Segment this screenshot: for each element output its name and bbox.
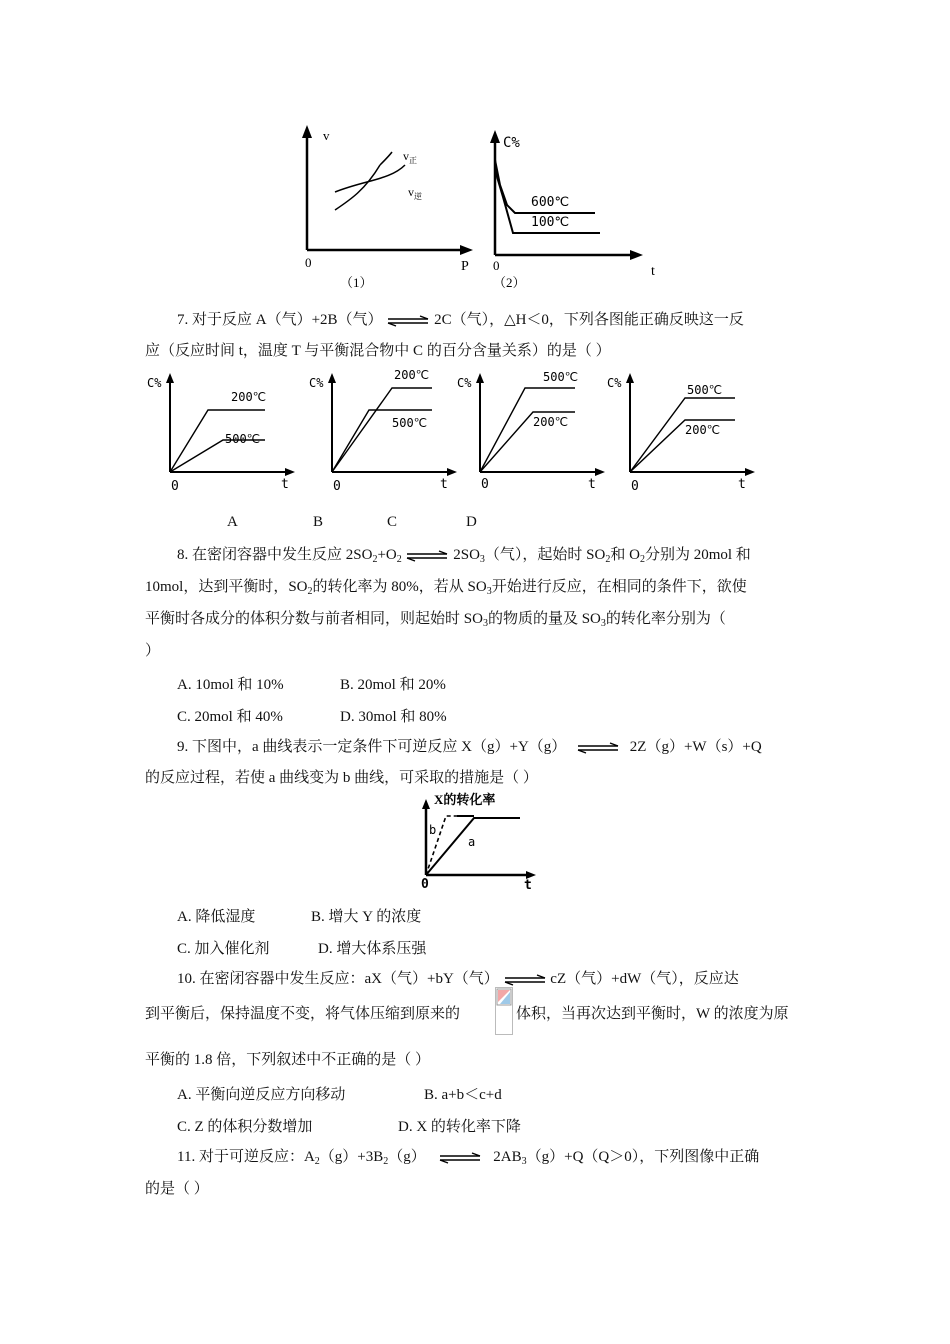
svg-text:C%: C% [147,376,162,390]
q9-option-d: D. 增大体系压强 [318,941,427,957]
g1-caption: （1） [340,275,373,290]
svg-text:200℃: 200℃ [394,370,430,382]
svg-text:C%: C% [309,376,324,390]
q10-line1: 10. 在密闭容器中发生反应：aX（气）+bY（气） cZ（气）+dW（气），反应达 [177,971,739,987]
q7-graph-b [307,370,467,495]
q8-line4: ） [145,643,161,659]
q10-line2b: 体积，当再次达到平衡时，W 的浓度为原 [516,1006,789,1022]
q11-line2: 的是（ ） [145,1181,209,1197]
svg-text:X的转化率: X的转化率 [434,792,496,807]
q10-option-a: A. 平衡向逆反应方向移动 [177,1087,346,1103]
figure-c-vs-t [485,125,665,295]
svg-text:200℃: 200℃ [533,415,569,429]
q10-line3: 平衡的 1.8 倍，下列叙述中不正确的是（ ） [145,1052,431,1068]
g2-xlabel: t [651,264,655,279]
q9-option-c: C. 加入催化剂 [177,941,270,957]
svg-text:t: t [738,477,746,492]
q9-graph [412,790,547,892]
svg-text:C%: C% [457,376,472,390]
equilibrium-arrow-icon [386,315,430,327]
equilibrium-arrow-icon [503,974,547,986]
q7-line1: 7. 对于反应 A（气）+2B（气） 2C（气），△H＜0，下列各图能正确反映这一反 [177,312,744,328]
svg-text:0: 0 [631,479,639,494]
equilibrium-arrow-icon [574,742,622,754]
svg-text:200℃: 200℃ [231,390,267,404]
svg-text:500℃: 500℃ [225,432,261,446]
q9-line2: 的反应过程，若使 a 曲线变为 b 曲线，可采取的措施是（ ） [145,770,538,786]
q8-option-b: B. 20mol 和 20% [340,677,446,693]
svg-text:b: b [429,823,437,837]
q10-option-d: D. X 的转化率下降 [398,1119,521,1135]
svg-text:500℃: 500℃ [687,383,723,397]
q7-graph-a [145,370,305,495]
svg-text:t: t [524,878,532,892]
equilibrium-arrow-icon [436,1152,484,1164]
q10-line2a: 到平衡后，保持温度不变，将气体压缩到原来的 [145,1006,461,1022]
svg-text:t: t [440,477,448,492]
q11-line1: 11. 对于可逆反应：$A_2(g)+3B_2(g)$ $2AB_3(g)+Q(Q>0)$，下列图像中正确 [177,1149,760,1167]
q9-line1: 9. 下图中，a 曲线表示一定条件下可逆反应 X（g）+Y（g） 2Z（g）+W（s）+Q [177,739,762,755]
q9-option-a: A. 降低湿度 [177,909,256,925]
q8-line2: 10mol，达到平衡时，$SO_2$的转化率为 80%，若从 $SO_3$开始进行反应，在相同的条件下，欲使 [145,579,747,597]
broken-image-icon [496,988,512,1006]
q7-graph-c [455,370,615,495]
q10-option-c: C. Z 的体积分数增加 [177,1119,313,1135]
q7-line2: 应（反应时间 t，温度 T 与平衡混合物中 C 的百分含量关系）的是（ ） [145,343,611,359]
q8-option-d: D. 30mol 和 80% [340,709,447,725]
svg-text:0: 0 [333,479,341,494]
q8-line1: 8. 在密闭容器中发生反应 $2SO_2+O_2$ $2SO_3$（气），起始时 $SO_2$和 $O_2$分别为 20mol 和 [177,547,751,565]
svg-text:t: t [588,477,596,492]
g2-line1: 600℃ [531,195,570,210]
svg-text:200℃: 200℃ [685,423,721,437]
g1-xlabel: P [461,259,469,274]
g2-ylabel: C% [503,135,520,151]
svg-text:0: 0 [481,477,489,492]
svg-text:0: 0 [171,479,179,494]
equilibrium-arrow-icon [405,550,449,562]
q8-option-c: C. 20mol 和 40% [177,709,283,725]
g2-origin: 0 [493,258,500,273]
q7-graph-d [605,370,765,495]
q7-option-a: A [227,514,238,530]
g1-curve1: $v_正$ [403,149,417,165]
svg-text:500℃: 500℃ [543,370,579,384]
q8-option-a: A. 10mol 和 10% [177,677,284,693]
q7-option-b: B [313,514,324,530]
g1-ylabel: v [323,128,330,143]
svg-text:t: t [281,477,289,492]
q7-option-d: D [466,514,477,530]
svg-text:0: 0 [421,877,429,892]
q10-option-b: B. a+b＜c+d [424,1087,502,1103]
svg-text:a: a [468,835,476,849]
g1-curve2: $v_逆$ [408,185,422,201]
svg-text:500℃: 500℃ [392,416,428,430]
q7-option-c: C [387,514,398,530]
g1-origin: 0 [305,255,312,270]
q9-option-b: B. 增大 Y 的浓度 [311,909,422,925]
figure-v-vs-p [295,120,485,295]
g2-line2: 100℃ [531,215,570,230]
fraction-image-placeholder [495,987,513,1035]
g2-caption: （2） [493,275,526,290]
q8-line3: 平衡时各成分的体积分数与前者相同，则起始时 $SO_3$的物质的量及 $SO_3$的转化率分别为（ [145,611,726,629]
svg-text:C%: C% [607,376,622,390]
